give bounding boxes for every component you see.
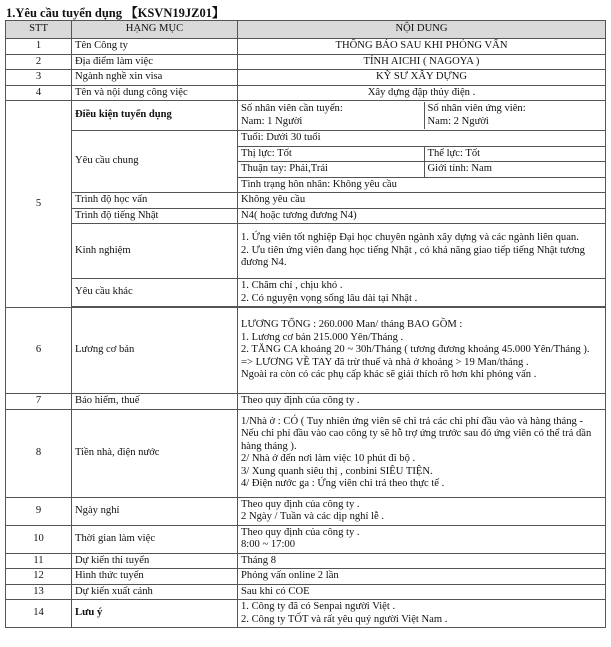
row-stt: 3 [6, 70, 72, 86]
marital-req: Tình trạng hôn nhân: Không yêu cầu [238, 177, 605, 192]
row-item: Ngành nghề xin visa [72, 70, 238, 86]
education-value: Không yêu cầu [238, 193, 606, 209]
general-label: Yêu cầu chung [72, 131, 238, 193]
row-stt: 4 [6, 85, 72, 101]
table-row [6, 54, 606, 70]
housing-line-4: 4/ Điện nước ga : Ứng viên chi trả theo thực tế . [241, 478, 445, 489]
table-row [6, 497, 606, 525]
apply-value: Nam: 2 Người [427, 115, 489, 127]
header-stt: STT [6, 21, 72, 39]
age-req: Tuổi: Dưới 30 tuổi [238, 131, 605, 146]
note-content [238, 600, 606, 628]
row-content: TỈNH AICHI ( NAGOYA ) [238, 54, 606, 70]
gender-req: Giới tính: Nam [424, 162, 605, 178]
recruitment-table [5, 20, 606, 628]
salary-line-1: LƯƠNG TỔNG : 260.000 Man/ tháng BAO GỒM : [241, 319, 463, 331]
note-line-2: 2. Công ty TỐT và rất yêu quý người Việt Nam . [241, 613, 448, 625]
housing-line-3: 3/ Xung quanh siêu thị , conbini SIÊU TIỆN. [241, 465, 433, 477]
general-grid [238, 131, 605, 192]
holiday-line-1: Theo quy định của công ty . [241, 498, 360, 510]
row-item: Tiền nhà, điện nước [72, 409, 238, 497]
table-row [6, 70, 606, 86]
table-row [6, 584, 606, 600]
table-row [6, 308, 606, 394]
row-stt: 9 [6, 497, 72, 525]
salary-line-4: => LƯƠNG VỀ TAY đã trừ thuế và nhà ở khoảng > 19 Man/tháng . [241, 356, 529, 368]
japanese-value: N4( hoặc tương đương N4) [238, 208, 606, 224]
hire-count [238, 102, 424, 129]
table-header [6, 21, 606, 39]
table-row [6, 193, 606, 209]
row-content: THÔNG BÁO SAU KHI PHỎNG VẤN [238, 39, 606, 55]
row-item: Dự kiến thi tuyển [72, 553, 238, 569]
experience-label: Kinh nghiệm [72, 224, 238, 279]
note-line-1: 1. Công ty đã có Senpai người Việt . [241, 601, 396, 612]
table-row [6, 131, 606, 193]
experience-line-2: 2. Ưu tiên ứng viên đang học tiếng Nhật , có khả năng giao tiếp tiếng Nhật tương đương N4. [241, 244, 585, 269]
row-stt: 13 [6, 584, 72, 600]
salary-line-3: 2. TĂNG CA khoảng 20 ~ 30h/Tháng ( tương đương khoảng 45.000 Yên/Tháng ). [241, 344, 590, 356]
other-label: Yêu cầu khác [72, 279, 238, 307]
table-row [6, 553, 606, 569]
salary-line-5: Ngoài ra còn có các phụ cấp khác sẽ giải thích rõ hơn khi phỏng vấn . [241, 369, 537, 381]
row-stt: 11 [6, 553, 72, 569]
row-stt: 5 [6, 101, 72, 308]
row-item: Bảo hiểm, thuế [72, 394, 238, 410]
table-row [6, 101, 606, 131]
hours-line-1: Theo quy định của công ty . [241, 526, 360, 538]
conditions-cell [238, 101, 606, 131]
row-stt: 1 [6, 39, 72, 55]
housing-content [238, 409, 606, 497]
other-line-2: 2. Có nguyện vọng sống lâu dài tại Nhật . [241, 292, 418, 304]
hire-label: Số nhân viên cần tuyển: [241, 103, 343, 114]
row-item: Tên và nội dung công việc [72, 85, 238, 101]
salary-line-2: 1. Lương cơ bản 215.000 Yên/Tháng . [241, 331, 404, 343]
table-row [6, 39, 606, 55]
table-row [6, 525, 606, 553]
other-line-1: 1. Chăm chỉ , chịu khó . [241, 280, 343, 291]
row-content: Sau khi có COE [238, 584, 606, 600]
header-content: NỘI DUNG [238, 21, 606, 39]
conditions-label: Điều kiện tuyển dụng [72, 101, 238, 131]
row-content: Tháng 8 [238, 553, 606, 569]
japanese-label: Trình độ tiếng Nhật [72, 208, 238, 224]
table-row [6, 394, 606, 410]
row-item: Địa điểm làm việc [72, 54, 238, 70]
table-row [6, 208, 606, 224]
holiday-content [238, 497, 606, 525]
table-row [6, 279, 606, 307]
row-item: Lưu ý [72, 600, 238, 628]
table-row [6, 409, 606, 497]
hours-line-2: 8:00 ~ 17:00 [241, 539, 295, 550]
apply-label: Số nhân viên ứng viên: [427, 103, 526, 114]
row-stt: 10 [6, 525, 72, 553]
row-content: Xây dựng đập thủy điện . [238, 85, 606, 101]
experience-value [238, 224, 606, 279]
table-row [6, 569, 606, 585]
document-heading: 1.Yêu cầu tuyển dụng 【KSVN19JZ01】 [6, 6, 225, 20]
hire-value: Nam: 1 Người [241, 115, 303, 127]
row-stt: 2 [6, 54, 72, 70]
header-item: HẠNG MỤC [72, 21, 238, 39]
holiday-line-2: 2 Ngày / Tuần và các dịp nghỉ lễ . [241, 511, 384, 522]
salary-content [238, 308, 606, 394]
experience-line-1: 1. Ứng viên tốt nghiệp Đại học chuyên ngành xây dựng và các ngành liên quan. [241, 232, 579, 244]
row-content: KỸ SƯ XÂY DỰNG [238, 70, 606, 86]
hours-content [238, 525, 606, 553]
general-cell [238, 131, 606, 193]
hand-req: Thuận tay: Phải,Trái [238, 162, 424, 178]
other-value [238, 279, 606, 307]
table-row [6, 85, 606, 101]
conditions-grid [238, 102, 605, 129]
eyesight-req: Thị lực: Tốt [238, 146, 424, 162]
row-stt: 8 [6, 409, 72, 497]
row-item: Tên Công ty [72, 39, 238, 55]
row-stt: 14 [6, 600, 72, 628]
row-content: Theo quy định của công ty . [238, 394, 606, 410]
row-stt: 12 [6, 569, 72, 585]
applicant-count [424, 102, 605, 129]
row-stt: 6 [6, 308, 72, 394]
row-item: Hình thức tuyển [72, 569, 238, 585]
row-content: Phỏng vấn online 2 lần [238, 569, 606, 585]
row-item: Lương cơ bản [72, 308, 238, 394]
row-item: Thời gian làm việc [72, 525, 238, 553]
fitness-req: Thể lực: Tốt [424, 146, 605, 162]
housing-line-2: 2/ Nhà ở đến nơi làm việc 10 phút đi bộ . [241, 453, 416, 464]
housing-line-1: 1/Nhà ở : CÓ ( Tuy nhiên ứng viên sẽ chi trả các chi phí đầu vào và hàng tháng - Nếu chi phí đầu vào cao công ty sẽ hỗ trợ ứng trước sau đó ứng viên có thể trả dần hàng tháng ). [241, 415, 592, 452]
table-row [6, 224, 606, 279]
table-row [6, 600, 606, 628]
row-item: Ngày nghỉ [72, 497, 238, 525]
row-item: Dự kiến xuất cảnh [72, 584, 238, 600]
row-stt: 7 [6, 394, 72, 410]
education-label: Trình độ học vấn [72, 193, 238, 209]
